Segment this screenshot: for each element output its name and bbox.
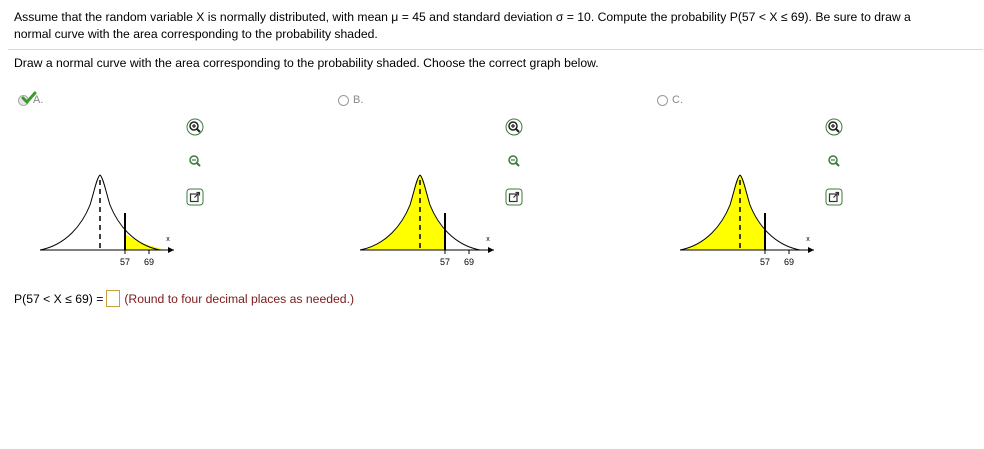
zoom-out-button-b[interactable] bbox=[505, 152, 523, 170]
popout-icon bbox=[825, 188, 843, 206]
popout-button-b[interactable] bbox=[505, 188, 523, 206]
popout-button-c[interactable] bbox=[825, 188, 843, 206]
axis-label-c: x bbox=[806, 236, 810, 243]
option-b-radio[interactable] bbox=[338, 94, 363, 106]
zoom-out-icon bbox=[825, 152, 843, 170]
answer-row bbox=[14, 290, 354, 307]
answer-label: P(57 < X ≤ 69) = bbox=[14, 291, 104, 306]
checkmark-icon bbox=[21, 91, 37, 105]
question-text bbox=[14, 9, 974, 43]
zoom-out-button-a[interactable] bbox=[186, 152, 204, 170]
answer-input[interactable] bbox=[106, 290, 120, 307]
zoom-in-button-c[interactable] bbox=[825, 118, 843, 136]
question-line-2: normal curve with the area corresponding to the probability shaded. bbox=[14, 27, 378, 41]
radio-button-c[interactable] bbox=[657, 95, 668, 106]
popout-icon bbox=[186, 188, 204, 206]
zoom-out-icon bbox=[186, 152, 204, 170]
tick-label-69-c: 69 bbox=[783, 257, 795, 267]
radio-button-b[interactable] bbox=[338, 95, 349, 106]
zoom-in-icon bbox=[186, 118, 204, 136]
zoom-in-button-a[interactable] bbox=[186, 118, 204, 136]
graph-c[interactable] bbox=[676, 165, 826, 270]
shaded-region-a bbox=[125, 234, 165, 250]
tick-label-57-a: 57 bbox=[119, 257, 131, 267]
tick-label-69-b: 69 bbox=[463, 257, 475, 267]
popout-icon bbox=[505, 188, 523, 206]
axis-arrow-a bbox=[168, 247, 174, 253]
option-c-radio[interactable] bbox=[657, 94, 683, 106]
answer-hint: (Round to four decimal places as needed.) bbox=[124, 291, 355, 306]
tick-label-69-a: 69 bbox=[143, 257, 155, 267]
zoom-in-icon bbox=[825, 118, 843, 136]
zoom-in-button-b[interactable] bbox=[505, 118, 523, 136]
zoom-out-button-c[interactable] bbox=[825, 152, 843, 170]
question-line-1: Assume that the random variable X is normally distributed, with mean μ = 45 and standard deviation σ = 10. Compute the probability P(57 < X ≤ 69). Be sure to draw a bbox=[14, 10, 911, 24]
axis-arrow-c bbox=[808, 247, 814, 253]
divider bbox=[8, 49, 983, 50]
zoom-in-icon bbox=[505, 118, 523, 136]
instruction-text: Draw a normal curve with the area corresponding to the probability shaded. Choose the correct graph below. bbox=[14, 56, 599, 70]
option-a-label: A. bbox=[33, 94, 44, 106]
graph-a[interactable] bbox=[36, 165, 186, 270]
option-c-label: C. bbox=[672, 94, 683, 106]
option-b-label: B. bbox=[353, 94, 364, 106]
axis-label-b: x bbox=[486, 236, 490, 243]
zoom-out-icon bbox=[505, 152, 523, 170]
axis-label-a: x bbox=[166, 236, 170, 243]
tick-label-57-c: 57 bbox=[759, 257, 771, 267]
graph-b[interactable] bbox=[356, 165, 506, 270]
popout-button-a[interactable] bbox=[186, 188, 204, 206]
shaded-region-c bbox=[680, 175, 765, 250]
option-a-radio[interactable] bbox=[18, 94, 43, 106]
shaded-region-b bbox=[360, 175, 445, 250]
axis-arrow-b bbox=[488, 247, 494, 253]
tick-label-57-b: 57 bbox=[439, 257, 451, 267]
